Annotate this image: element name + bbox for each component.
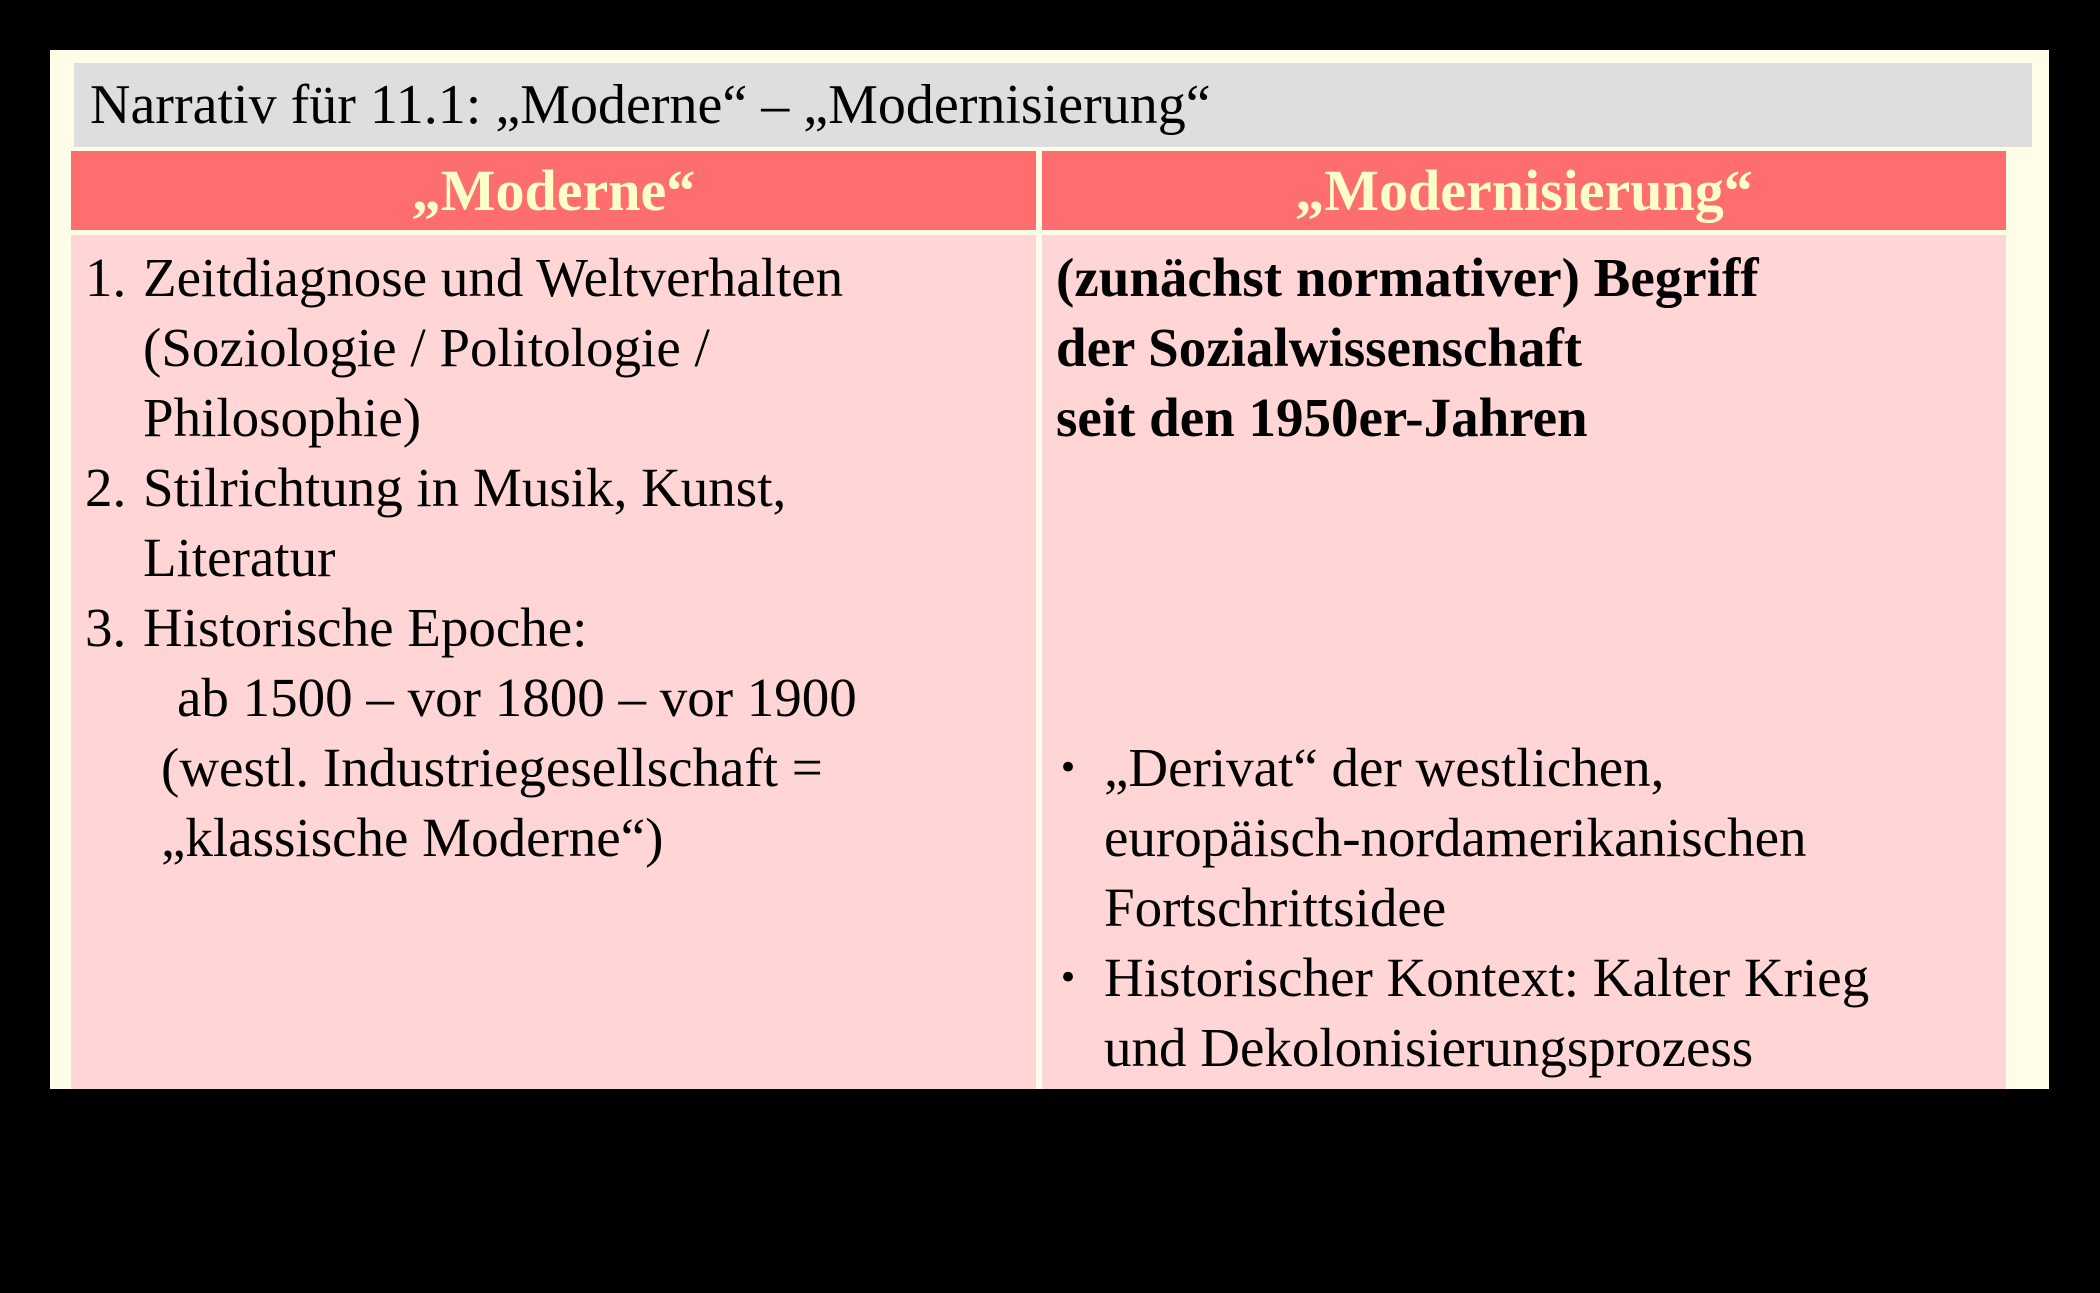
item-line: (Soziologie / Politologie / xyxy=(143,317,710,378)
item-line: Zeitdiagnose und Weltverhalten xyxy=(143,247,844,308)
definition-line: (zunächst normativer) Begriff xyxy=(1056,247,1759,308)
item-line: Historische Epoche: xyxy=(143,597,588,658)
list-item xyxy=(1056,733,1996,943)
moderne-list xyxy=(85,243,1025,873)
item-number: 1. xyxy=(85,247,127,308)
item-line: Literatur xyxy=(143,527,336,588)
cell-moderne xyxy=(71,235,1036,1089)
definition-line: seit den 1950er-Jahren xyxy=(1056,387,1588,448)
item-number: 3. xyxy=(85,597,127,658)
point-line: Kritik / Relativierung / xyxy=(1104,1087,1607,1148)
item-number: 2. xyxy=(85,457,127,518)
bullet-icon: • xyxy=(1058,1098,1079,1138)
slide xyxy=(50,50,2049,1288)
list-item xyxy=(1056,943,1996,1083)
list-item xyxy=(85,593,1025,873)
item-subline: (westl. Industriegesellschaft = xyxy=(161,737,823,798)
bullet-icon: • xyxy=(1058,748,1079,788)
title-bar xyxy=(74,63,2032,147)
point-line: „Derivat“ der westlichen, xyxy=(1104,737,1665,798)
point-line: Fortschrittsidee xyxy=(1104,877,1447,938)
slide-title: Narrativ für 11.1: „Moderne“ – „Modernisierung“ xyxy=(90,74,1211,136)
point-line: den 1980er-Jahren xyxy=(1104,1227,1511,1288)
modernisierung-points xyxy=(1056,733,1996,1293)
header-moderne: „Moderne“ xyxy=(71,151,1036,230)
definition xyxy=(1056,243,1996,453)
item-subline: ab 1500 – vor 1800 – vor 1900 xyxy=(177,667,857,728)
cell-modernisierung xyxy=(1042,235,2006,1288)
bullet-icon: • xyxy=(1058,958,1079,998)
point-line: Differenzierung des Begriffs seit xyxy=(1104,1157,1825,1218)
point-line: europäisch-nordamerikanischen xyxy=(1104,807,1807,868)
list-item xyxy=(85,243,1025,453)
list-item xyxy=(85,453,1025,593)
definition-line: der Sozialwissenschaft xyxy=(1056,317,1583,378)
item-line: Stilrichtung in Musik, Kunst, xyxy=(143,457,787,518)
list-item xyxy=(1056,1083,1996,1293)
comparison-table xyxy=(71,151,2006,1288)
item-line: Philosophie) xyxy=(143,387,422,448)
point-line: und Dekolonisierungsprozess xyxy=(1104,1017,1754,1078)
point-line: Historischer Kontext: Kalter Krieg xyxy=(1104,947,1870,1008)
header-modernisierung: „Modernisierung“ xyxy=(1042,151,2006,230)
item-subline: „klassische Moderne“) xyxy=(161,807,664,868)
